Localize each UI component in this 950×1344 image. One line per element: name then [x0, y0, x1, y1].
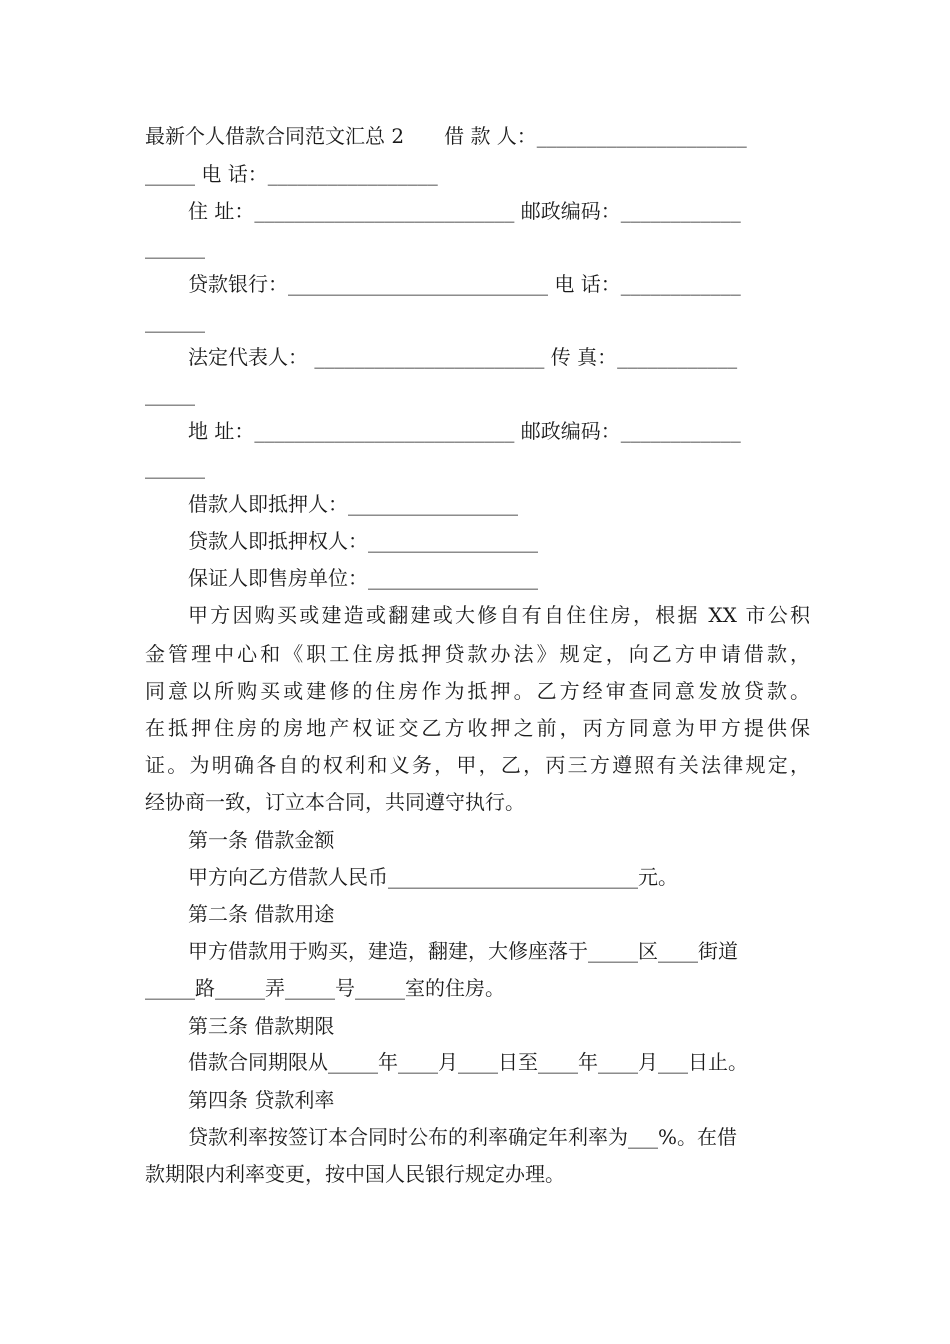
section-heading: 第四条 贷款利率 [188, 1088, 335, 1112]
doc-line: 贷款银行：__________________________ 电 话：____________ [188, 272, 741, 296]
doc-line: 借款人即抵押人：_________________ [188, 492, 518, 516]
doc-line: 甲方借款用于购买，建造，翻建，大修座落于_____区____街道 [188, 939, 738, 963]
doc-line: 住 址：__________________________ 邮政编码：____________ [188, 199, 741, 223]
doc-line: 地 址：__________________________ 邮政编码：____________ [188, 419, 741, 443]
doc-paragraph-line: 同意以所购买或建修的住房作为抵押。乙方经审查同意发放贷款。 [145, 679, 810, 703]
doc-line: 法定代表人： _______________________ 传 真：____________ [188, 345, 738, 369]
doc-line: 甲方向乙方借款人民币_________________________元。 [188, 865, 678, 889]
doc-line: _____路_____弄_____号_____室的住房。 [145, 976, 505, 1000]
doc-line: ______ [145, 309, 205, 333]
doc-title-line: 最新个人借款合同范文汇总 2 借 款 人：_____________________ [145, 124, 747, 148]
section-heading: 第三条 借款期限 [188, 1014, 335, 1038]
doc-line: 借款合同期限从_____年____月____日至____年____月___日止。 [188, 1050, 748, 1074]
doc-paragraph-line: 经协商一致，订立本合同，共同遵守执行。 [145, 790, 525, 814]
doc-line: _____ 电 话：_________________ [145, 162, 438, 186]
doc-line: 款期限内利率变更，按中国人民银行规定办理。 [145, 1162, 565, 1186]
doc-paragraph-line: 在抵押住房的房地产权证交乙方收押之前，丙方同意为甲方提供保 [145, 716, 810, 740]
doc-paragraph-line: 证。为明确各自的权利和义务，甲，乙，丙三方遵照有关法律规定， [145, 753, 810, 777]
section-heading: 第二条 借款用途 [188, 902, 335, 926]
doc-line: 贷款利率按签订本合同时公布的利率确定年利率为___%。在借 [188, 1125, 738, 1149]
doc-line: 保证人即售房单位：_________________ [188, 566, 538, 590]
doc-line: ______ [145, 235, 205, 259]
doc-line: 贷款人即抵押权人：_________________ [188, 529, 538, 553]
doc-paragraph-line: 金管理中心和《职工住房抵押贷款办法》规定，向乙方申请借款， [145, 642, 810, 666]
doc-line: ______ [145, 455, 205, 479]
doc-paragraph-line: 甲方因购买或建造或翻建或大修自有自住住房，根据 XX 市公积 [188, 603, 810, 627]
doc-line: _____ [145, 382, 195, 406]
section-heading: 第一条 借款金额 [188, 828, 335, 852]
